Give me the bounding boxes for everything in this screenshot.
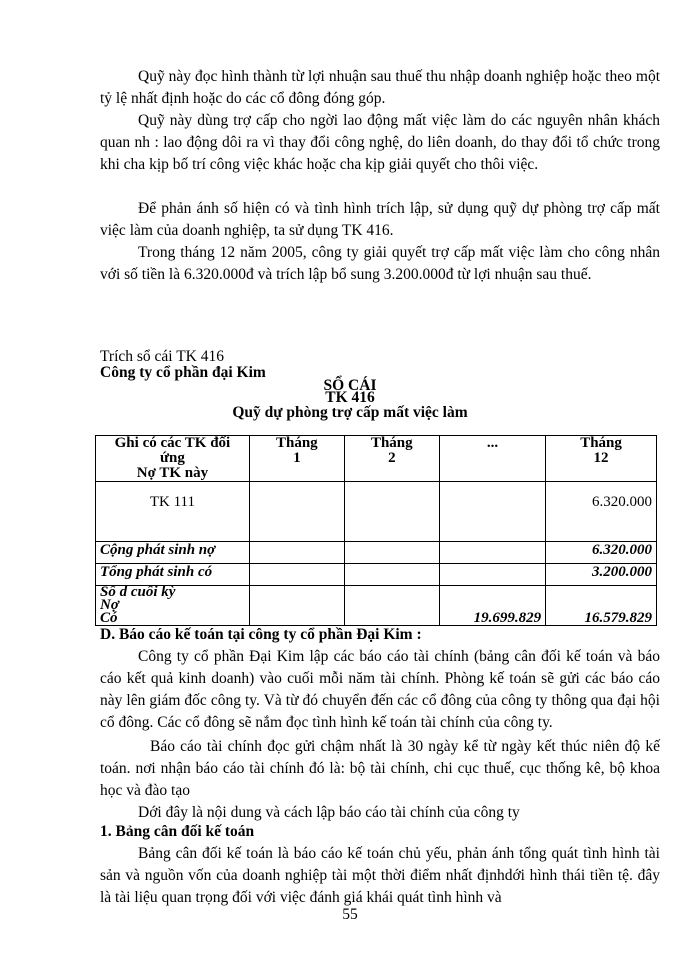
section-1-title: 1. Bảng cân đối kế toán bbox=[100, 823, 255, 840]
credit-total-month12: 3.200.000 bbox=[546, 564, 657, 586]
header-month-2: Tháng 2 bbox=[344, 436, 439, 482]
header-month-1: Tháng 1 bbox=[249, 436, 344, 482]
ending-balance-ellipsis-value: 19.699.829 bbox=[439, 586, 545, 626]
intro-paragraph-3: Để phản ánh số hiện có và tình hình trích lập, sử dụng quỹ dự phòng trợ cấp mất việc làm của doanh nghiệp, ta sử dụng TK 416. bbox=[100, 200, 660, 239]
ledger-header-row bbox=[96, 436, 657, 482]
ledger-table bbox=[95, 435, 657, 626]
ending-balance-month12-value: 16.579.829 bbox=[546, 586, 657, 626]
ledger-subtitle: Quỹ dự phòng trợ cấp mất việc làm bbox=[232, 404, 468, 421]
intro-paragraph-2: Quỹ này dùng trợ cấp cho ngời lao động mất việc làm do các nguyên nhân khách quan nh : lao động dôi ra vì thay đổi công nghệ, do liên doanh, do thay đổi tổ chức trong khi cha kịp bố trí công việc khác hoặc cha kịp giải quyết cho thôi việc. bbox=[100, 112, 660, 173]
ledger-account: TK 416 bbox=[325, 389, 375, 406]
excerpt-label: Trích sổ cái TK 416 bbox=[100, 348, 224, 365]
section-d-paragraph-3: Dới đây là nội dung và cách lập báo cáo tài chính của công ty bbox=[138, 804, 520, 821]
header-month-12: Tháng 12 bbox=[546, 436, 657, 482]
page-number: 55 bbox=[342, 906, 358, 923]
ledger-title: SỔ CÁI bbox=[323, 377, 377, 394]
debit-total-label: Cộng phát sinh nợ bbox=[96, 542, 250, 564]
debit-total-month12: 6.320.000 bbox=[546, 542, 657, 564]
credit-total-label: Tổng phát sinh có bbox=[96, 564, 250, 586]
ending-balance-label: Số d cuối kỳ Nợ Có bbox=[96, 586, 250, 626]
header-account-cell: Ghi có các TK đối ứng Nợ TK này bbox=[96, 436, 250, 482]
company-name: Công ty cổ phần đại Kim bbox=[100, 364, 266, 381]
table-row-tk111 bbox=[96, 482, 657, 542]
tk111-month12-value: 6.320.000 bbox=[546, 482, 657, 542]
table-row-ending-balance bbox=[96, 586, 657, 626]
tk111-label: TK 111 bbox=[96, 482, 250, 542]
section-d-paragraph-1: Công ty cổ phần Đại Kim lập các báo cáo tài chính (bảng cân đối kế toán và báo cáo kết quả kinh doanh) vào cuối mỗi năm tài chính. Phòng kế toán sẽ gửi các báo cáo này lên giám đốc công ty. Và từ đó chuyển đến các cổ đông của công ty thông qua đại hội cổ đông. Các cổ đông sẽ nắm đọc tình hình kế toán tài chính của công ty. bbox=[100, 648, 660, 731]
section-d-paragraph-2: Báo cáo tài chính đọc gửi chậm nhất là 30 ngày kể từ ngày kết thúc niên độ kế toán. nơi nhận báo cáo tài chính đó là: bộ tài chính, chi cục thuế, cục thống kê, bộ khoa học và đào tạo bbox=[100, 738, 660, 799]
section-1-paragraph: Bảng cân đối kế toán là báo cáo kế toán chủ yếu, phản ánh tổng quát tình hình tài sản và nguồn vốn của doanh nghiệp tài một thời điểm nhất địnhdới hình thái tiền tệ. đây là tài liệu quan trọng đối với việc đánh giá khái quát tình hình và bbox=[100, 845, 660, 906]
table-row-credit-total bbox=[96, 564, 657, 586]
table-row-debit-total bbox=[96, 542, 657, 564]
intro-paragraph-4: Trong tháng 12 năm 2005, công ty giải quyết trợ cấp mất việc làm cho công nhân với số tiền là 6.320.000đ và trích lập bổ sung 3.200.000đ từ lợi nhuận sau thuế. bbox=[100, 244, 660, 283]
intro-paragraph-1: Quỹ này đọc hình thành từ lợi nhuận sau thuế thu nhập doanh nghiệp hoặc theo một tỷ lệ nhất định hoặc do các cổ đông đóng góp. bbox=[100, 68, 660, 107]
section-d-title: D. Báo cáo kế toán tại công ty cổ phần Đại Kim : bbox=[100, 626, 422, 643]
header-ellipsis: ... bbox=[439, 436, 545, 482]
